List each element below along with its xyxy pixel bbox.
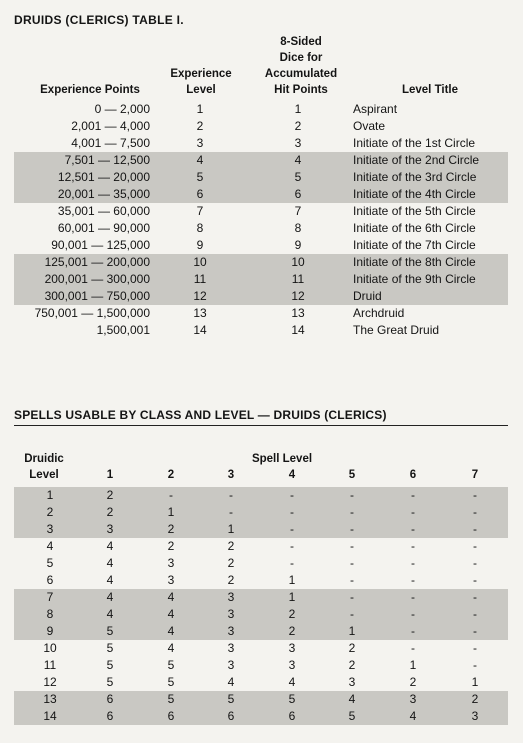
spells-count-cell: 2 — [227, 539, 235, 553]
druidic-header-line: Level — [29, 469, 59, 481]
spells-count-cell: - — [290, 522, 294, 536]
table-row — [14, 538, 508, 555]
spells-count-cell: 5 — [227, 692, 235, 706]
experience-points-cell: 60,001 — 90,000 — [57, 221, 150, 235]
druidic-level-cell: 2 — [46, 505, 54, 519]
level-cell: 11 — [193, 272, 207, 286]
spells-count-cell: 2 — [167, 522, 175, 536]
spells-count-cell: - — [473, 539, 477, 553]
spells-count-cell: 5 — [167, 658, 175, 672]
spells-count-cell: - — [290, 488, 294, 502]
spells-count-cell: - — [290, 539, 294, 553]
hit-dice-cell: 4 — [294, 153, 302, 167]
level-cell: 3 — [196, 136, 204, 150]
spells-count-cell: 6 — [106, 709, 114, 723]
spells-count-cell: - — [473, 641, 477, 655]
spells-count-cell: 4 — [348, 692, 356, 706]
level-cell: 1 — [196, 102, 204, 116]
spells-count-cell: 4 — [106, 607, 114, 621]
table-row — [14, 504, 508, 521]
spells-count-cell: - — [169, 488, 173, 502]
spells-count-cell: - — [473, 522, 477, 536]
spells-count-cell: 2 — [227, 556, 235, 570]
spells-count-cell: 3 — [227, 607, 235, 621]
table-row — [14, 118, 508, 135]
table-row — [14, 708, 508, 725]
table-row — [14, 640, 508, 657]
spells-count-cell: 2 — [106, 505, 114, 519]
spells-count-cell: - — [229, 505, 233, 519]
spells-count-cell: - — [350, 505, 354, 519]
druidic-level-cell: 3 — [46, 522, 54, 536]
dice-header — [246, 34, 356, 98]
spell-level-col-header: 6 — [409, 469, 417, 481]
table-row — [14, 254, 508, 271]
level-cell: 4 — [196, 153, 204, 167]
experience-points-cell: 35,001 — 60,000 — [57, 204, 150, 218]
table-row — [14, 237, 508, 254]
spells-count-cell: 4 — [106, 556, 114, 570]
spells-count-cell: - — [350, 539, 354, 553]
level-header-line: Level — [186, 84, 216, 96]
level-title-cell: Druid — [353, 289, 382, 303]
spells-count-cell: 2 — [167, 539, 175, 553]
druidic-level-cell: 4 — [46, 539, 54, 553]
level-cell: 8 — [196, 221, 204, 235]
table-row — [14, 657, 508, 674]
experience-points-cell: 12,501 — 20,000 — [57, 170, 150, 184]
spells-count-cell: 3 — [288, 658, 296, 672]
hit-dice-cell: 5 — [294, 170, 302, 184]
level-header-line: Experience — [170, 68, 232, 80]
spells-count-cell: - — [473, 505, 477, 519]
spells-count-cell: 3 — [348, 675, 356, 689]
druidic-level-cell: 5 — [46, 556, 54, 570]
spells-count-cell: - — [473, 624, 477, 638]
spells-count-cell: 5 — [106, 641, 114, 655]
level-title-cell: Ovate — [353, 119, 386, 133]
spells-count-cell: - — [350, 522, 354, 536]
spell-level-col-header: 2 — [167, 469, 175, 481]
spells-count-cell: 3 — [227, 658, 235, 672]
level-title-cell: Initiate of the 2nd Circle — [353, 153, 480, 167]
spells-count-cell: - — [350, 573, 354, 587]
spells-count-cell: 3 — [106, 522, 114, 536]
spells-count-cell: - — [411, 522, 415, 536]
spells-count-cell: 1 — [288, 590, 296, 604]
spells-count-cell: 1 — [167, 505, 175, 519]
spells-count-cell: 4 — [167, 607, 175, 621]
spell-level-col-header: 1 — [106, 469, 114, 481]
experience-points-cell: 125,001 — 200,000 — [44, 255, 150, 269]
table2-title: SPELLS USABLE BY CLASS AND LEVEL — DRUIDS (CLERICS) — [14, 408, 387, 422]
dice-header-line: Accumulated — [264, 68, 338, 80]
experience-points-cell: 90,001 — 125,000 — [51, 238, 150, 252]
spells-count-cell: - — [411, 556, 415, 570]
table-row — [14, 169, 508, 186]
spells-count-cell: 3 — [227, 590, 235, 604]
level-header — [156, 66, 246, 98]
table-row — [14, 555, 508, 572]
druidic-level-cell: 13 — [43, 692, 57, 706]
dice-header-line: 8-Sided — [280, 36, 322, 48]
spells-count-cell: 2 — [471, 692, 479, 706]
spells-count-cell: - — [473, 573, 477, 587]
druidic-level-cell: 8 — [46, 607, 54, 621]
spells-count-cell: 4 — [106, 539, 114, 553]
spells-count-cell: - — [290, 556, 294, 570]
spells-count-cell: 4 — [106, 573, 114, 587]
druidic-level-cell: 10 — [43, 641, 57, 655]
spells-count-cell: - — [473, 607, 477, 621]
hit-dice-cell: 13 — [291, 306, 305, 320]
spells-count-cell: 2 — [348, 658, 356, 672]
druidic-header-line: Druidic — [24, 453, 64, 465]
experience-points-cell: 0 — 2,000 — [94, 102, 150, 116]
level-title-cell: Archdruid — [353, 306, 405, 320]
hit-dice-cell: 10 — [291, 255, 305, 269]
spells-count-cell: 3 — [288, 641, 296, 655]
druidic-level-cell: 9 — [46, 624, 54, 638]
spells-count-cell: 5 — [348, 709, 356, 723]
spells-count-cell: - — [473, 556, 477, 570]
spells-count-cell: 3 — [167, 573, 175, 587]
spells-count-cell: 3 — [471, 709, 479, 723]
level-cell: 12 — [193, 289, 207, 303]
spells-count-cell: 5 — [106, 675, 114, 689]
level-cell: 7 — [196, 204, 204, 218]
spells-count-cell: - — [350, 590, 354, 604]
spells-count-cell: 2 — [409, 675, 417, 689]
table-row — [14, 589, 508, 606]
experience-points-cell: 300,001 — 750,000 — [44, 289, 150, 303]
hit-dice-cell: 7 — [294, 204, 302, 218]
spells-count-cell: 4 — [167, 590, 175, 604]
table-row — [14, 135, 508, 152]
druidic-level-cell: 6 — [46, 573, 54, 587]
hit-dice-cell: 12 — [291, 289, 305, 303]
table-row — [14, 521, 508, 538]
spells-count-cell: 1 — [348, 624, 356, 638]
table-row — [14, 186, 508, 203]
spells-count-cell: 1 — [409, 658, 417, 672]
spells-count-cell: - — [350, 488, 354, 502]
spells-count-cell: 4 — [106, 590, 114, 604]
table-row — [14, 101, 508, 118]
level-cell: 13 — [193, 306, 207, 320]
spells-count-cell: 2 — [288, 607, 296, 621]
level-title-cell: Initiate of the 1st Circle — [353, 136, 476, 150]
spell-level-col-header: 7 — [471, 469, 479, 481]
spells-count-cell: - — [473, 658, 477, 672]
spells-count-cell: 2 — [106, 488, 114, 502]
level-title-cell: Initiate of the 7th Circle — [353, 238, 476, 252]
spells-count-cell: - — [411, 641, 415, 655]
spells-count-cell: - — [411, 573, 415, 587]
spells-count-cell: - — [473, 488, 477, 502]
table-row — [14, 322, 508, 339]
spell-level-col-header: 3 — [227, 469, 235, 481]
spells-count-cell: - — [229, 488, 233, 502]
level-cell: 10 — [193, 255, 207, 269]
table-row — [14, 674, 508, 691]
exp-header: Experience Points — [40, 84, 140, 96]
experience-points-cell: 200,001 — 300,000 — [44, 272, 150, 286]
spells-count-cell: 3 — [167, 556, 175, 570]
druidic-level-cell: 12 — [43, 675, 57, 689]
spell-level-col-header: 4 — [288, 469, 296, 481]
spells-count-cell: - — [473, 590, 477, 604]
spells-count-cell: - — [411, 539, 415, 553]
dice-header-line: Hit Points — [274, 84, 328, 96]
table-row — [14, 271, 508, 288]
spells-count-cell: 3 — [227, 641, 235, 655]
dice-header-line: Dice for — [279, 52, 323, 64]
spells-count-cell: - — [411, 607, 415, 621]
experience-points-cell: 1,500,001 — [96, 323, 150, 337]
druidic-level-cell: 1 — [46, 488, 54, 502]
level-cell: 2 — [196, 119, 204, 133]
experience-points-cell: 4,001 — 7,500 — [71, 136, 150, 150]
spells-count-cell: 2 — [288, 624, 296, 638]
table-row — [14, 220, 508, 237]
spells-count-cell: - — [350, 556, 354, 570]
level-cell: 5 — [196, 170, 204, 184]
level-title-cell: Initiate of the 3rd Circle — [353, 170, 477, 184]
table1-title: DRUIDS (CLERICS) TABLE I. — [14, 13, 184, 27]
spell-level-header: Spell Level — [251, 453, 313, 465]
table-row — [14, 305, 508, 322]
spells-count-cell: 6 — [106, 692, 114, 706]
spells-count-cell: 5 — [106, 624, 114, 638]
level-title-cell: Initiate of the 5th Circle — [353, 204, 476, 218]
experience-points-cell: 2,001 — 4,000 — [71, 119, 150, 133]
hit-dice-cell: 3 — [294, 136, 302, 150]
spells-count-cell: 4 — [227, 675, 235, 689]
level-title-cell: Initiate of the 8th Circle — [353, 255, 476, 269]
hit-dice-cell: 9 — [294, 238, 302, 252]
spells-count-cell: 2 — [227, 573, 235, 587]
experience-points-cell: 750,001 — 1,500,000 — [34, 306, 150, 320]
spells-count-cell: 5 — [106, 658, 114, 672]
hit-dice-cell: 14 — [291, 323, 305, 337]
druidic-header — [14, 451, 74, 483]
spells-count-cell: 6 — [167, 709, 175, 723]
spells-count-cell: 1 — [471, 675, 479, 689]
level-title-cell: Initiate of the 9th Circle — [353, 272, 476, 286]
spells-count-cell: 2 — [348, 641, 356, 655]
table-row — [14, 606, 508, 623]
spells-count-cell: - — [290, 505, 294, 519]
table2-rule — [14, 425, 508, 426]
spells-count-cell: 3 — [409, 692, 417, 706]
spells-count-cell: 5 — [167, 692, 175, 706]
level-title-cell: Initiate of the 4th Circle — [353, 187, 476, 201]
level-cell: 14 — [193, 323, 207, 337]
spells-count-cell: - — [350, 607, 354, 621]
druidic-level-cell: 14 — [43, 709, 57, 723]
spells-count-cell: - — [411, 488, 415, 502]
spell-level-col-header: 5 — [348, 469, 356, 481]
hit-dice-cell: 2 — [294, 119, 302, 133]
spells-count-cell: 4 — [167, 641, 175, 655]
spells-count-cell: 5 — [167, 675, 175, 689]
hit-dice-cell: 11 — [291, 272, 305, 286]
spells-count-cell: 5 — [288, 692, 296, 706]
experience-points-cell: 7,501 — 12,500 — [64, 153, 150, 167]
title-header: Level Title — [401, 84, 459, 96]
level-title-cell: Aspirant — [353, 102, 398, 116]
druidic-level-cell: 11 — [43, 658, 57, 672]
druidic-level-cell: 7 — [46, 590, 54, 604]
spells-count-cell: 6 — [227, 709, 235, 723]
spells-count-cell: - — [411, 505, 415, 519]
table-row — [14, 152, 508, 169]
spells-count-cell: 6 — [288, 709, 296, 723]
level-cell: 6 — [196, 187, 204, 201]
table-row — [14, 203, 508, 220]
spells-count-cell: - — [411, 590, 415, 604]
experience-points-cell: 20,001 — 35,000 — [57, 187, 150, 201]
level-title-cell: The Great Druid — [353, 323, 440, 337]
hit-dice-cell: 1 — [294, 102, 302, 116]
spells-count-cell: - — [411, 624, 415, 638]
spells-count-cell: 4 — [409, 709, 417, 723]
table-row — [14, 572, 508, 589]
table-row — [14, 487, 508, 504]
level-cell: 9 — [196, 238, 204, 252]
spells-count-cell: 3 — [227, 624, 235, 638]
spells-count-cell: 1 — [227, 522, 235, 536]
spells-count-cell: 1 — [288, 573, 296, 587]
level-title-cell: Initiate of the 6th Circle — [353, 221, 476, 235]
spells-count-cell: 4 — [167, 624, 175, 638]
table-row — [14, 288, 508, 305]
table-row — [14, 623, 508, 640]
spells-count-cell: 4 — [288, 675, 296, 689]
hit-dice-cell: 8 — [294, 221, 302, 235]
hit-dice-cell: 6 — [294, 187, 302, 201]
table-row — [14, 691, 508, 708]
